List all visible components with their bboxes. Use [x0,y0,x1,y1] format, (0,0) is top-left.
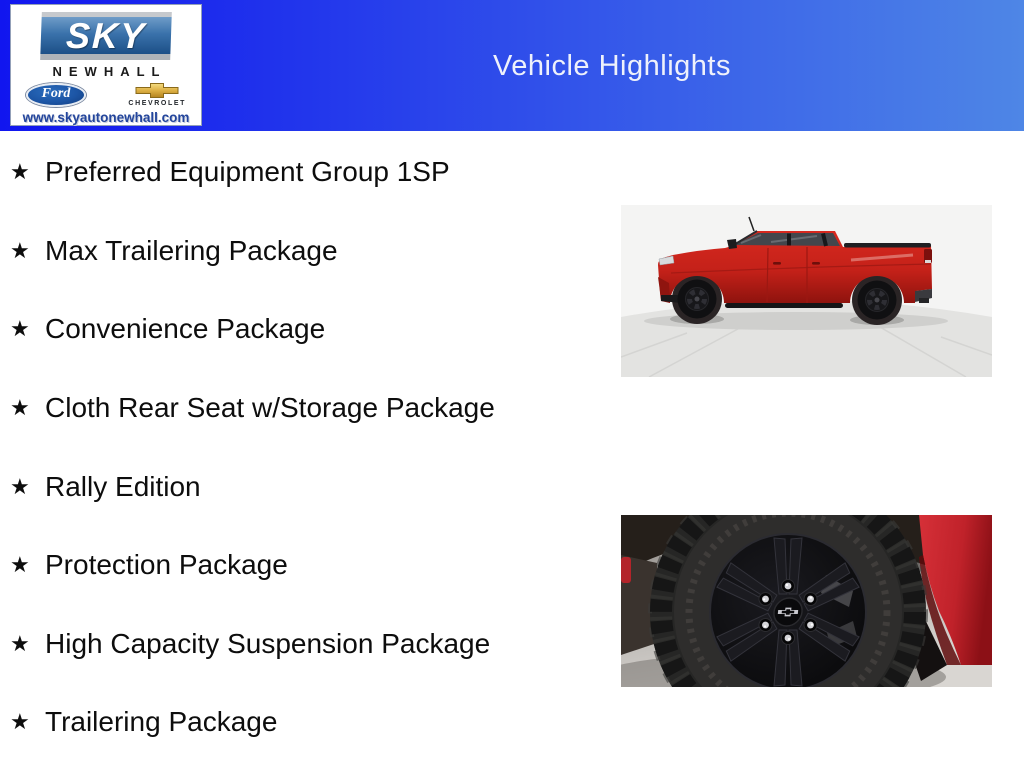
chevrolet-logo [128,82,186,107]
highlight-label: Cloth Rear Seat w/Storage Package [45,392,495,424]
star-bullet-icon: ★ [10,159,30,185]
star-bullet-icon: ★ [10,709,30,735]
dealer-website: www.skyautonewhall.com [22,110,190,125]
chevrolet-bowtie-icon [134,82,180,99]
sky-logo-panel [40,12,172,60]
star-bullet-icon: ★ [10,395,30,421]
chevrolet-logo-text: CHEVROLET [128,100,186,107]
highlight-label: Max Trailering Package [45,234,338,266]
ford-logo-icon [26,83,86,107]
highlight-label: High Capacity Suspension Package [45,627,491,659]
brand-logos-row [18,82,194,107]
list-item [10,605,610,684]
star-bullet-icon: ★ [10,237,30,263]
truck-photo [621,205,992,377]
list-item [10,212,610,291]
wheel-photo [621,515,992,687]
list-item [10,447,610,526]
list-item [10,290,610,369]
highlight-label: Protection Package [45,549,288,581]
list-item [10,683,610,762]
ford-logo-text: Ford [41,85,71,101]
dealer-logo [10,4,202,126]
list-item [10,133,610,212]
star-bullet-icon: ★ [10,630,30,656]
truck-illustration [621,205,992,377]
highlight-label: Preferred Equipment Group 1SP [45,156,450,188]
highlights-list [10,133,610,762]
wheel-illustration [621,515,992,687]
header-banner [0,0,1024,131]
star-bullet-icon: ★ [10,473,30,499]
page-title: Vehicle Highlights [493,50,731,82]
highlight-label: Trailering Package [45,706,278,738]
dealer-city-label: NEWHALL [52,64,167,79]
highlight-label: Rally Edition [45,470,201,502]
list-item [10,369,610,448]
list-item [10,526,610,605]
highlight-label: Convenience Package [45,313,326,345]
star-bullet-icon: ★ [10,316,30,342]
sky-logo-text: SKY [65,14,147,56]
star-bullet-icon: ★ [10,552,30,578]
